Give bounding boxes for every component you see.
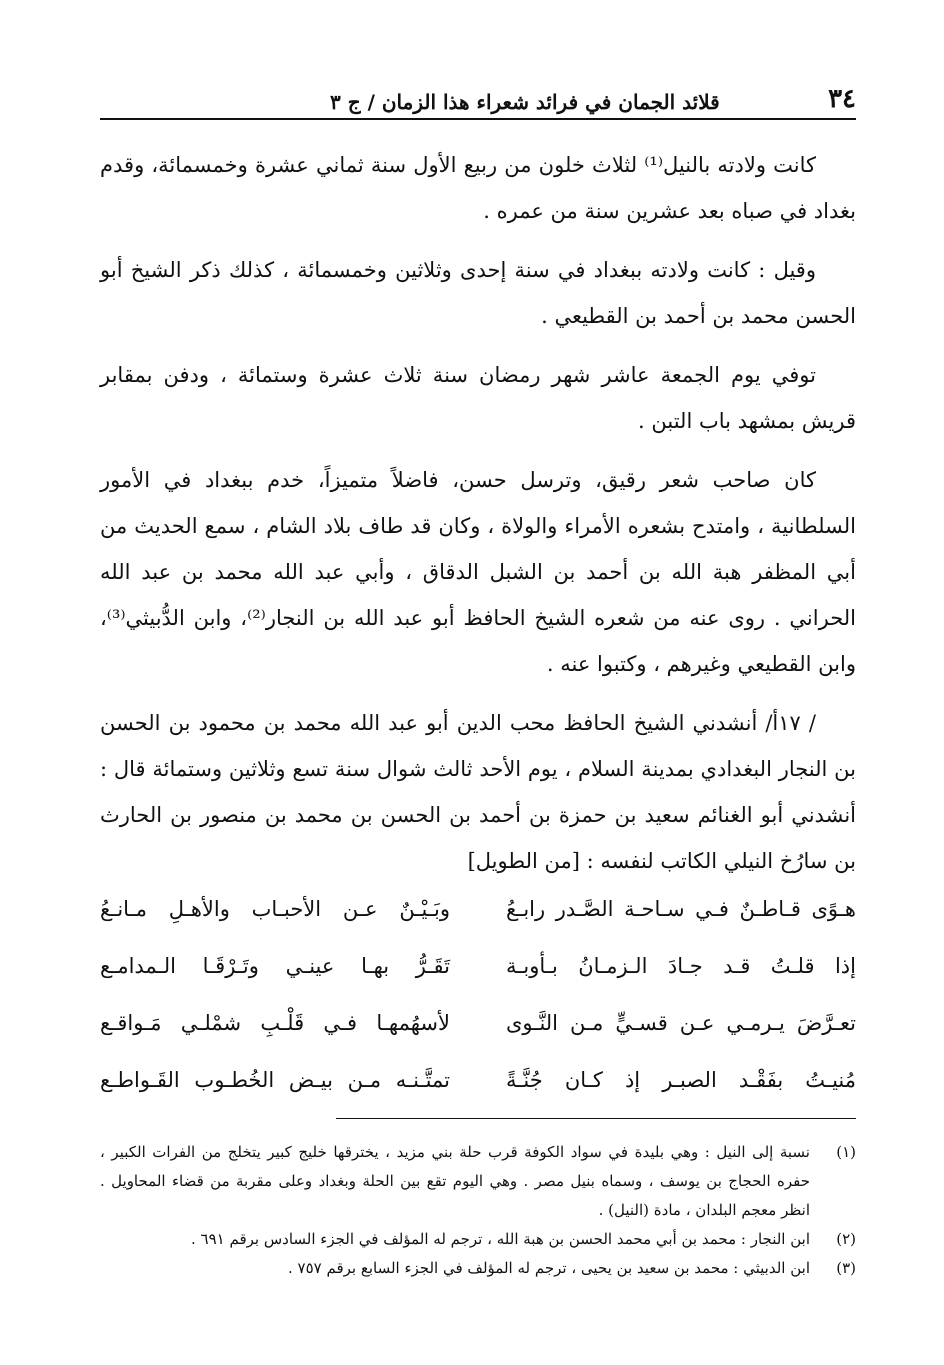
poem-verse [100,1051,856,1108]
paragraph-isnad: / ١٧أ/ أنشدني الشيخ الحافظ محب الدين أبو عبد الله محمد بن محمود بن الحسن بن النجار البغدادي بمدينة السلام ، يوم الأحد ثالث شوال سنة تسع وثلاثين وستمائة قال : أنشدني أبو الغنائم سعيد بن حمزة بن أحمد بن الحسن بن محمد بن منصور بن الحارث بن سارُخ النيلي الكاتب لنفسه : [من الطويل] [100,711,856,873]
poem-verse [100,937,856,994]
page-number: ٣٤ [828,84,856,114]
poem-first-hemistich: تعـرَّضَ يـرمـي عـن قسـيٍّ مـن النَّـوى [506,1010,856,1035]
paragraph-alt-birth: وقيل : كانت ولادته ببغداد في سنة إحدى وثلاثين وخمسمائة ، كذلك ذكر الشيخ أبو الحسن محمد بن أحمد بن القطيعي . [100,258,856,328]
poem-verse [100,994,856,1051]
footnote-number: (٣) [836,1259,856,1277]
poem-first-hemistich: إذا قلـتُ قـد جـادَ الـزمـانُ بـأوبـة [506,953,856,978]
footnote-rule [336,1118,856,1119]
poem-first-hemistich: هـوًى قـاطـنٌ فـي سـاحـة الصَّـدر رابـعُ [506,896,856,921]
paragraph-biography: كان صاحب شعر رقيق، وترسل حسن، فاضلاً متميزاً، خدم ببغداد في الأمور السلطانية ، وامتدح بشعره الأمراء والولاة ، وكان قد طاف بلاد الشام ، سمع الحديث من أبي المظفر هبة الله بن أحمد بن الشبل الدقاق ، وأبي عبد الله محمد بن عبد الله الحراني . روى عنه من شعره الشيخ الحافظ أبو عبد الله بن النجار⁽²⁾، وابن الدُّبيثي⁽³⁾، وابن القطيعي وغيرهم ، وكتبوا عنه . [100,468,856,676]
poem-second-hemistich: تَقَـرُّ بهـا عينـي وتَـرْقَـا الـمدامـع [100,953,450,978]
body-text [100,142,856,897]
footnote-number: (٢) [836,1230,856,1248]
paragraph-death: توفي يوم الجمعة عاشر شهر رمضان سنة ثلاث عشرة وستمائة ، ودفن بمقابر قريش بمشهد باب التبن . [100,363,856,433]
poem-second-hemistich: لأسهُمهـا فـي قَلْـبِ شمْلـي مَـواقـع [100,1010,450,1035]
paragraph-birth: كانت ولادته بالنيل⁽¹⁾ لثلاث خلون من ربيع الأول سنة ثماني عشرة وخمسمائة، وقدم بغداد في صباه بعد عشرين سنة من عمره . [100,153,856,223]
poem-first-hemistich: مُنيـتُ بفَقْـد الصبـر إذ كـان جُنَّـةً [506,1067,856,1092]
poem [100,880,856,1108]
footnote [100,1138,856,1225]
footnote-text: ابن النجار : محمد بن أبي محمد الحسن بن هبة الله ، ترجم له المؤلف في الجزء السادس برقم ٦٩١ . [190,1230,810,1248]
page-header [104,68,856,112]
poem-verse [100,880,856,937]
poem-second-hemistich: تمتَّـنـه مـن بيـض الخُطـوب القَـواطـع [100,1067,450,1092]
running-title: قلائد الجمان في فرائد شعراء هذا الزمان / ج ٣ [330,90,720,114]
footnote [100,1225,856,1254]
footnote [100,1254,856,1283]
footnote-text: ابن الدبيثي : محمد بن سعيد بن يحيى ، ترجم له المؤلف في الجزء السابع برقم ٧٥٧ . [288,1259,810,1277]
footnotes [100,1138,856,1283]
poem-second-hemistich: وبَـيْـنٌ عـن الأحبـاب والأهـلِ مـانـعُ [100,896,450,921]
footnote-text: نسبة إلى النيل : وهي بليدة في سواد الكوفة قرب حلة بني مزيد ، يخترقها خليج كبير يتخلج من الفرات الكبير ، حفره الحجاج بن يوسف ، وسماه بنيل مصر . وهي اليوم تقع بين الحلة وبغداد وعلى مقربة من قضاء المحاويل . انظر معجم البلدان ، مادة (النيل) . [100,1143,810,1219]
header-rule [100,118,856,120]
footnote-number: (١) [836,1143,856,1161]
